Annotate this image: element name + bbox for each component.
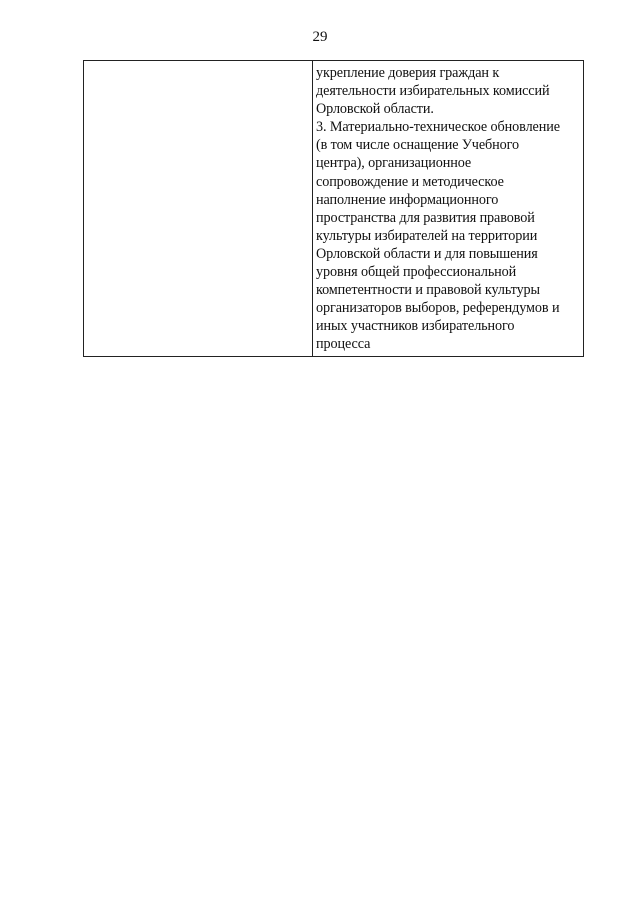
text-line: центра), организационное — [316, 155, 472, 172]
text-line: сопровождение и методическое — [316, 173, 504, 190]
text-line: 3. Материально-техническое обновление — [316, 119, 560, 136]
text-line: уровня общей профессиональной — [316, 264, 517, 281]
left-cell-text — [84, 61, 312, 66]
right-cell-text — [313, 61, 583, 356]
text-line: укрепление доверия граждан к — [316, 65, 500, 81]
page-number: 29 — [312, 29, 328, 45]
text-line: Орловской области и для повышения — [316, 245, 538, 262]
text-line: культуры избирателей на территории — [316, 227, 538, 244]
document-table — [83, 60, 584, 357]
text-line: компетентности и правовой культуры — [316, 282, 540, 299]
text-line: деятельности избирательных комиссий — [316, 83, 550, 100]
text-line: пространства для развития правовой — [316, 209, 535, 226]
text-line: организаторов выборов, референдумов и — [316, 300, 560, 317]
text-line: иных участников избирательного — [316, 318, 515, 335]
text-line: наполнение информационного — [316, 191, 499, 208]
table-row — [84, 61, 584, 357]
text-line: процесса — [316, 336, 371, 353]
table-cell-right — [313, 61, 584, 357]
text-line: (в том числе оснащение Учебного — [316, 137, 520, 154]
table-cell-left — [84, 61, 313, 357]
text-line: Орловской области. — [316, 101, 434, 118]
